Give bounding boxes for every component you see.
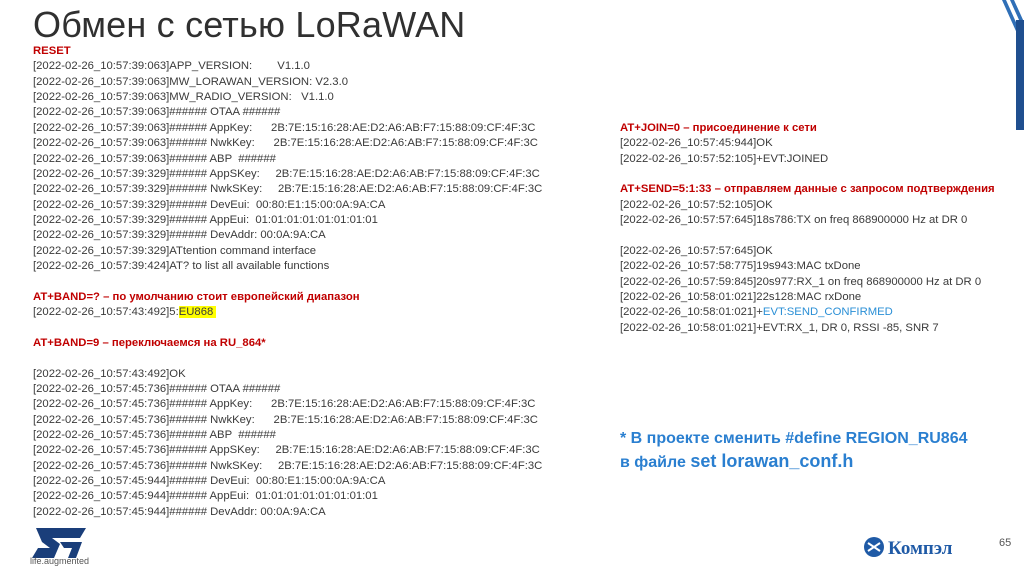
log-line-text: [2022-02-26_10:57:45:736]###### OTAA ######	[33, 382, 281, 395]
left-console-log	[33, 44, 542, 520]
log-line-text: [2022-02-26_10:57:59:845]20s977:RX_1 on freq 868900000 Hz at DR 0	[620, 275, 982, 288]
log-line	[33, 336, 542, 351]
log-line-text: [2022-02-26_10:57:58:775]19s943:MAC txDone	[620, 260, 861, 273]
log-line	[33, 182, 542, 197]
log-line	[620, 213, 995, 228]
log-line-text: [2022-02-26_10:57:45:944]###### DevEui: 00:80:E1:15:00:0A:9A:CA	[33, 475, 386, 488]
log-line	[620, 305, 995, 320]
log-line	[33, 59, 542, 74]
log-line	[33, 413, 542, 428]
log-line	[33, 228, 542, 243]
highlighted-band-value: EU868	[178, 306, 217, 319]
log-line	[620, 321, 995, 336]
log-line	[620, 290, 995, 305]
corner-stripes-decoration	[994, 0, 1024, 150]
log-line	[33, 397, 542, 412]
slide-title: Обмен с сетью LoRaWAN	[33, 4, 466, 45]
log-line	[620, 229, 995, 244]
log-line	[620, 259, 995, 274]
log-line-text: [2022-02-26_10:57:39:329]ATtention command interface	[33, 244, 317, 257]
log-line-text: RESET	[33, 45, 71, 57]
kompel-logo	[862, 534, 992, 560]
log-line-text: [2022-02-26_10:57:52:105]OK	[620, 198, 773, 211]
log-line-text: [2022-02-26_10:57:39:329]###### AppSKey: 2B:7E:15:16:28:AE:D2:A6:AB:F7:15:88:09:CF:4F:3C	[33, 167, 540, 180]
log-line	[33, 259, 542, 274]
log-line	[33, 213, 542, 228]
log-line-text: [2022-02-26_10:57:45:736]###### AppKey: 2B:7E:15:16:28:AE:D2:A6:AB:F7:15:88:09:CF:4F:3C	[33, 398, 536, 411]
log-line-text: AT+BAND=9 – переключаемся на RU_864*	[33, 336, 266, 349]
log-line	[33, 305, 542, 320]
log-line-text: [2022-02-26_10:57:39:063]###### ABP ######	[33, 152, 276, 165]
log-line	[33, 367, 542, 382]
log-line	[620, 121, 995, 136]
log-line-text: [2022-02-26_10:57:39:329]###### NwkSKey: 2B:7E:15:16:28:AE:D2:A6:AB:F7:15:88:09:CF:4F:3C	[33, 183, 543, 196]
log-line	[33, 505, 542, 520]
log-line	[33, 105, 542, 120]
log-line-text: [2022-02-26_10:57:45:736]###### ABP ######	[33, 428, 276, 441]
log-line-text: [2022-02-26_10:57:45:736]###### NwkSKey: 2B:7E:15:16:28:AE:D2:A6:AB:F7:15:88:09:CF:4F:3C	[33, 459, 543, 472]
log-line	[33, 198, 542, 213]
log-line	[33, 244, 542, 259]
log-line	[33, 459, 542, 474]
log-line-text: AT+SEND=5:1:33 – отправляем данные с запросом подтверждения	[620, 183, 995, 196]
log-line-text: [2022-02-26_10:57:45:944]###### AppEui: 01:01:01:01:01:01:01:01	[33, 490, 378, 503]
project-note	[620, 428, 968, 474]
log-line	[33, 167, 542, 182]
log-line	[33, 121, 542, 136]
log-line	[620, 182, 995, 197]
log-line	[33, 351, 542, 366]
log-line-text: [2022-02-26_10:57:52:105]+EVT:JOINED	[620, 152, 829, 165]
kompel-wordmark: Компэл	[888, 538, 953, 559]
log-line-text: [2022-02-26_10:57:43:492]OK	[33, 367, 186, 380]
log-line-text: [2022-02-26_10:57:39:063]###### NwkKey: 2B:7E:15:16:28:AE:D2:A6:AB:F7:15:88:09:CF:4F:3C	[33, 137, 538, 150]
log-line	[33, 320, 542, 335]
log-line-text: [2022-02-26_10:57:45:736]###### AppSKey: 2B:7E:15:16:28:AE:D2:A6:AB:F7:15:88:09:CF:4F:3C	[33, 444, 540, 457]
note-file-name: set lorawan_conf.h	[690, 451, 854, 471]
log-line-text: [2022-02-26_10:57:39:329]###### DevEui: 00:80:E1:15:00:0A:9A:CA	[33, 198, 386, 211]
st-tagline: life.augmented	[30, 556, 90, 566]
log-line	[620, 152, 995, 167]
log-line-text: [2022-02-26_10:57:39:063]###### AppKey: 2B:7E:15:16:28:AE:D2:A6:AB:F7:15:88:09:CF:4F:3C	[33, 121, 536, 134]
log-line-text: [2022-02-26_10:57:39:424]AT? to list all available functions	[33, 260, 330, 273]
log-line	[33, 75, 542, 90]
log-line	[33, 274, 542, 289]
log-line-text: [2022-02-26_10:58:01:021]22s128:MAC rxDone	[620, 290, 862, 303]
log-line	[33, 90, 542, 105]
page-number: 65	[999, 537, 1012, 549]
note-line-1: * В проекте сменить #define REGION_RU864	[620, 430, 968, 447]
log-line	[620, 275, 995, 290]
log-line	[33, 382, 542, 397]
log-line-text: [2022-02-26_10:57:39:063]MW_RADIO_VERSION: V1.1.0	[33, 91, 334, 104]
log-line	[33, 489, 542, 504]
right-console-log	[620, 121, 995, 336]
log-line-text: [2022-02-26_10:57:57:645]OK	[620, 244, 773, 257]
log-line	[620, 167, 995, 182]
log-line	[33, 44, 542, 59]
log-line	[620, 244, 995, 259]
log-line-text: [2022-02-26_10:58:01:021]+	[620, 306, 763, 319]
log-line	[33, 136, 542, 151]
log-line-text: [2022-02-26_10:57:39:329]###### AppEui: 01:01:01:01:01:01:01:01	[33, 213, 378, 226]
log-line-text: [2022-02-26_10:57:57:645]18s786:TX on freq 868900000 Hz at DR 0	[620, 214, 968, 227]
log-line-text: [2022-02-26_10:57:45:944]###### DevAddr: 00:0A:9A:CA	[33, 505, 326, 518]
log-line-text: [2022-02-26_10:57:39:329]###### DevAddr: 00:0A:9A:CA	[33, 229, 326, 242]
log-line	[33, 152, 542, 167]
event-send-confirmed: EVT:SEND_CONFIRMED	[762, 306, 893, 319]
log-line	[620, 136, 995, 151]
log-line-text: [2022-02-26_10:57:39:063]###### OTAA ######	[33, 106, 281, 119]
log-line-text: [2022-02-26_10:57:45:944]OK	[620, 137, 773, 150]
log-line	[33, 443, 542, 458]
log-line	[33, 290, 542, 305]
log-line-text: [2022-02-26_10:57:43:492]5:	[33, 306, 179, 319]
log-line	[33, 474, 542, 489]
note-line-2	[620, 450, 968, 474]
log-line-text: [2022-02-26_10:57:45:736]###### NwkKey: 2B:7E:15:16:28:AE:D2:A6:AB:F7:15:88:09:CF:4F:3C	[33, 413, 538, 426]
note-line-2-prefix: в файле	[620, 454, 691, 471]
log-line-text: AT+JOIN=0 – присоединение к сети	[620, 122, 817, 134]
log-line-text: [2022-02-26_10:58:01:021]+EVT:RX_1, DR 0, RSSI -85, SNR 7	[620, 321, 939, 334]
log-line-text: AT+BAND=? – по умолчанию стоит европейский диапазон	[33, 290, 360, 303]
log-line-text: [2022-02-26_10:57:39:063]APP_VERSION: V1.1.0	[33, 60, 310, 73]
log-line-text: [2022-02-26_10:57:39:063]MW_LORAWAN_VERSION: V2.3.0	[33, 75, 349, 88]
log-line	[33, 428, 542, 443]
log-line	[620, 198, 995, 213]
